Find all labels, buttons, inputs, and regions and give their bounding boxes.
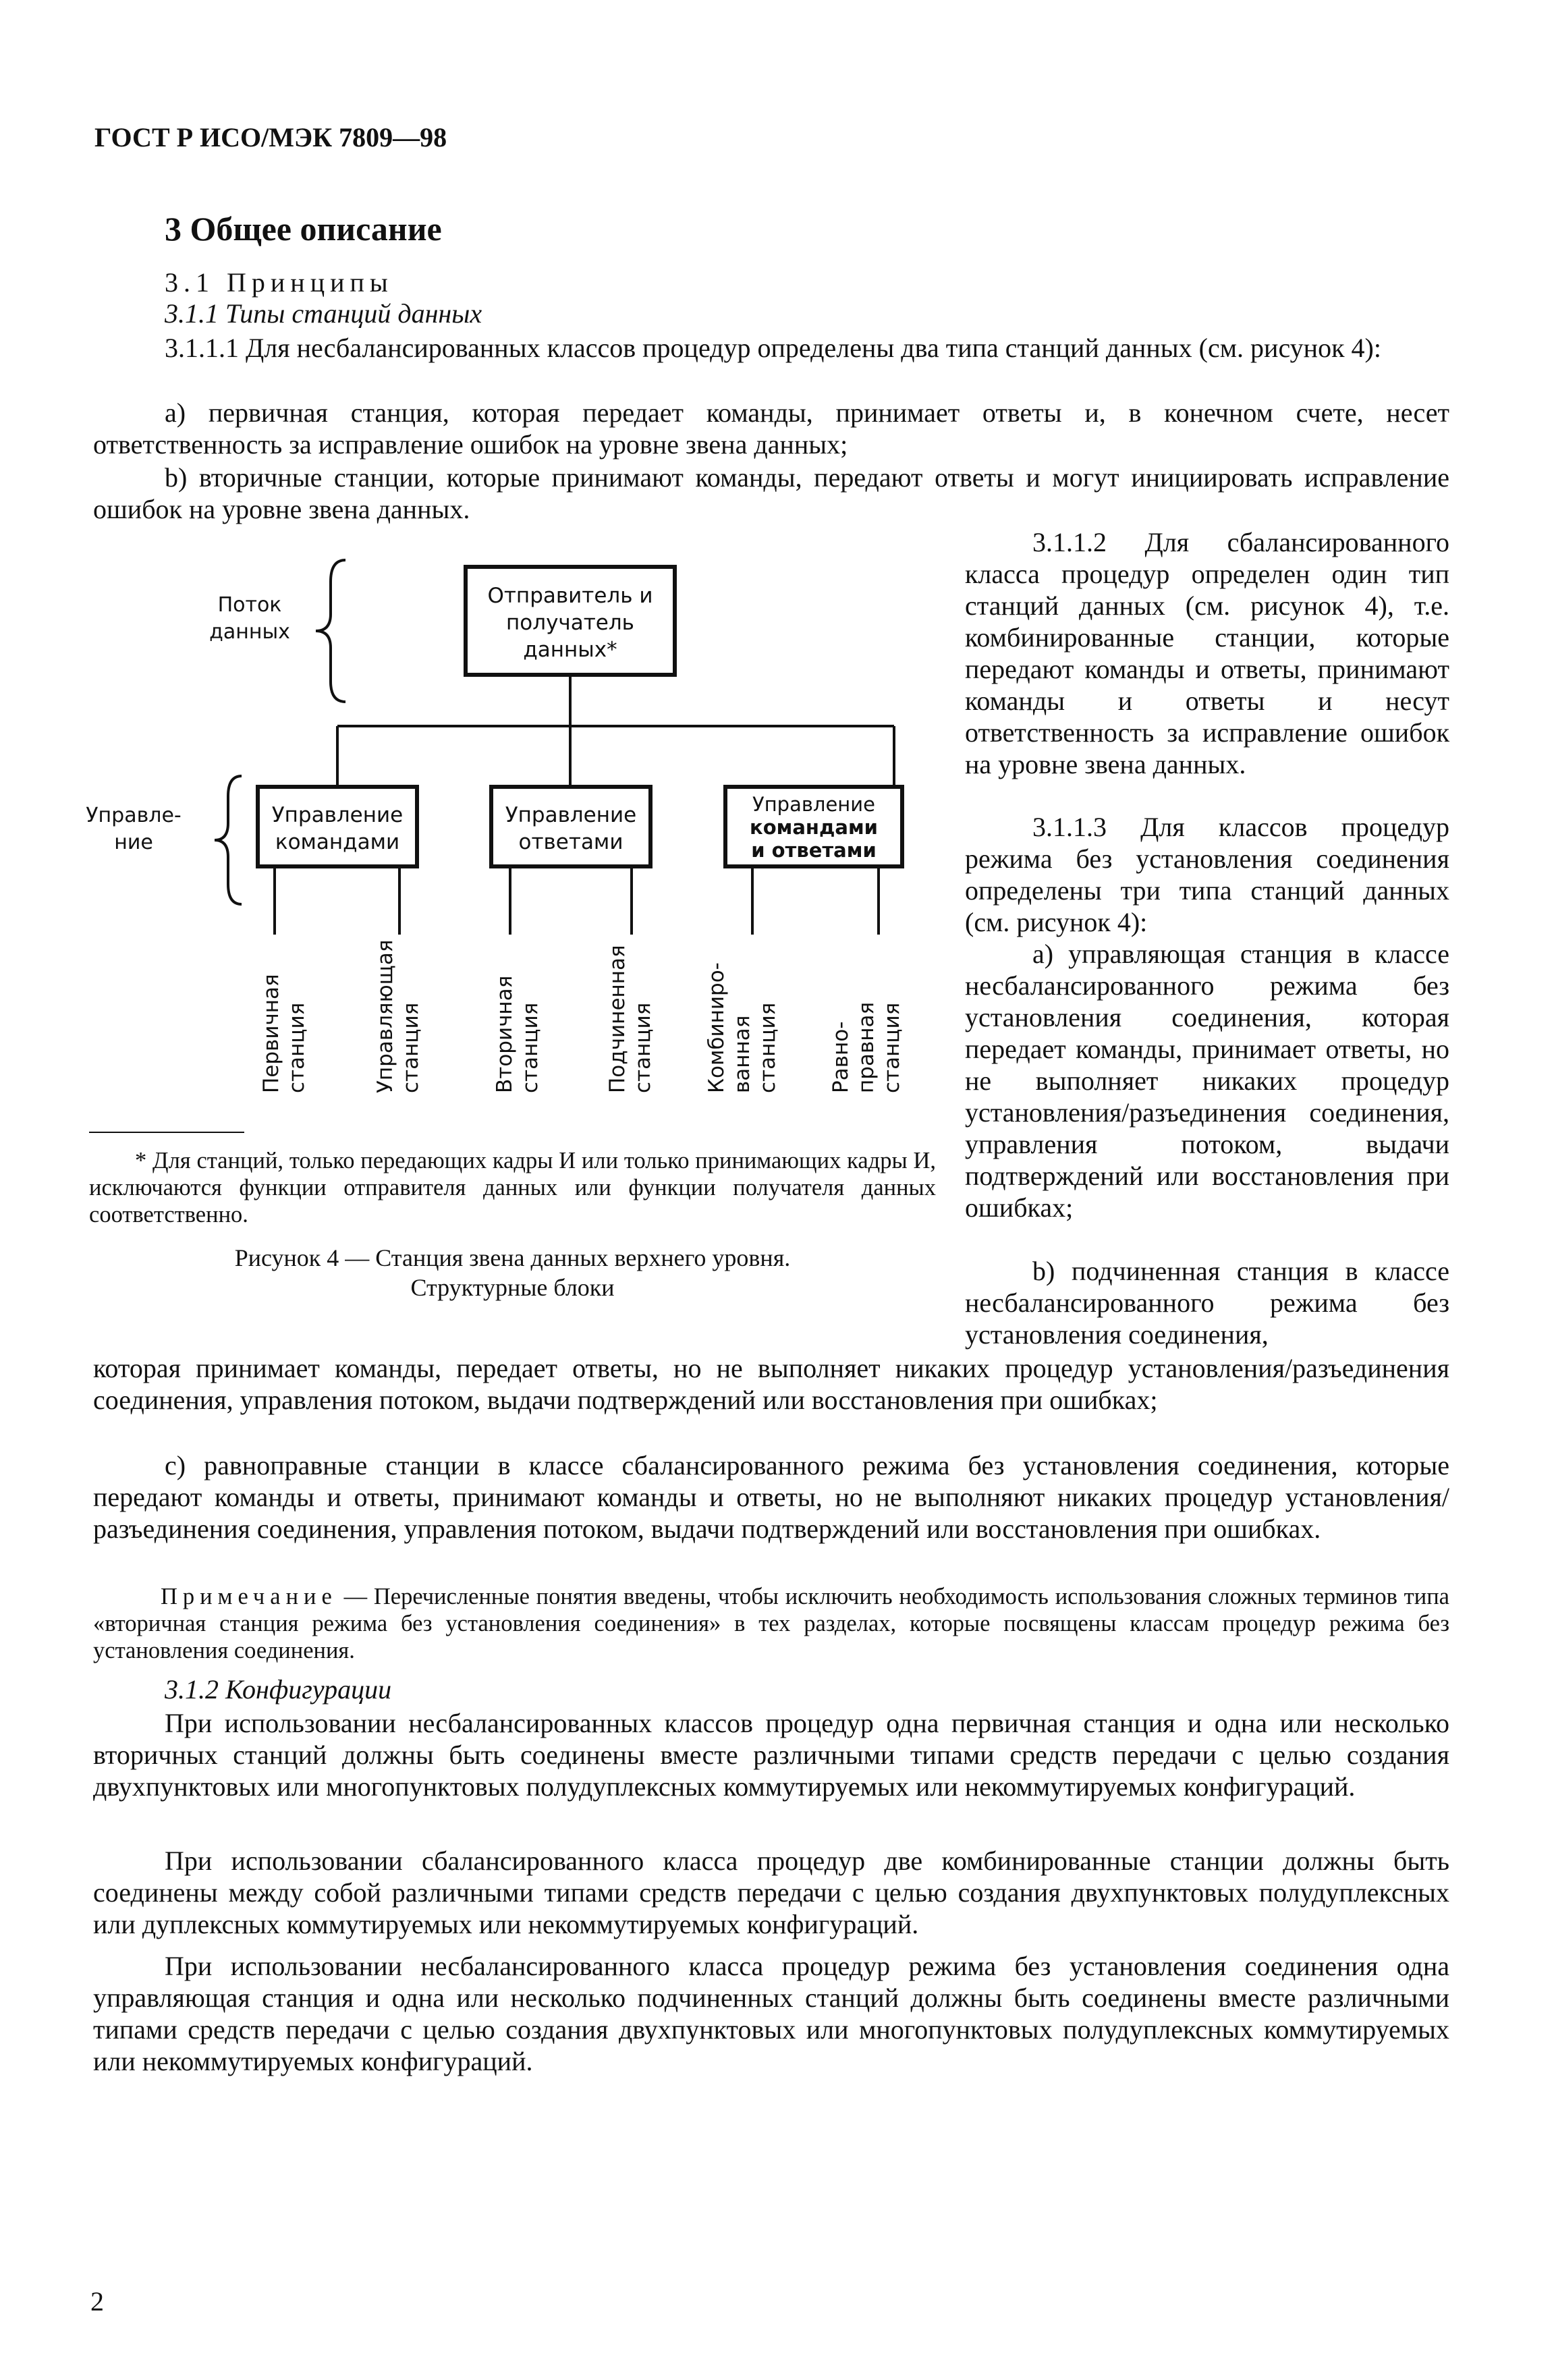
svg-text:правная: правная (854, 1001, 879, 1093)
control-label-line-1: Управле- (86, 804, 182, 827)
svg-text:станция: станция (399, 1002, 423, 1093)
box1-line-2: командами (275, 830, 400, 854)
subsection-3-1-2 (165, 1673, 391, 1705)
box1-line-1: Управление (271, 803, 404, 827)
top-box-line-2: получатель (506, 611, 634, 635)
box3-line-2: командами (750, 816, 878, 839)
page-number: 2 (90, 2286, 104, 2317)
station-subordinate (605, 945, 655, 1093)
flow-label-line-2: данных (209, 620, 290, 644)
station-secondary (493, 976, 543, 1093)
configuration-paragraph-1: При использовании несбалансированных классов процедур одна первичная станция и одна или несколько вторичных станций должны быть соединены вместе различными типами средств передачи с целью создания двухпунктовых или многопунктовых полудуплексных коммутируемых или некоммутируемых конфигураций. (93, 1708, 1449, 1802)
figure-4-diagram (74, 540, 951, 1127)
station-primary (259, 974, 309, 1093)
paragraph-3-1-1-3: 3.1.1.3 Для классов процедур режима без установления соединения определены три типа станций данных (см. рисунок 4): (965, 812, 1449, 937)
list-item-c-peer-stations: с) равноправные станции в классе сбалансированного режима без установления соединения, которые передают команды и ответы, принимают команды и ответы, но не выполняют никаких процедур установления/разъединения соединения, управления потоком, выдачи подтверждений или восстановления при ошибках. (93, 1450, 1449, 1544)
note (93, 1583, 1449, 1664)
box2-line-1: Управление (505, 803, 637, 827)
list-item-b-secondary: b) вторичные станции, которые принимают команды, передают ответы и могут инициировать исправление ошибок на уровне звена данных. (93, 462, 1449, 524)
paragraph-3-1-1-1: 3.1.1.1 Для несбалансированных классов процедур определены два типа станций данных (см. рисунок 4): (165, 333, 1381, 363)
svg-text:Первичная: Первичная (259, 974, 283, 1093)
flow-label-line-1: Поток (217, 593, 282, 617)
list-item-a-primary: а) первичная станция, которая передает команды, принимает ответы и, в конечном счете, несет ответственность за исправление ошибок на уровне звена данных; (93, 397, 1449, 460)
figure-footnote: * Для станций, только передающих кадры И или только принимающих кадры И, исключаются функции отправителя данных или функции получателя данных соответственно. (89, 1148, 936, 1227)
box3-line-3: и ответами (751, 839, 877, 862)
figure-caption-line-2: Структурные блоки (410, 1274, 615, 1301)
configuration-paragraph-2: При использовании сбалансированного класса процедур две комбинированные станции должны быть соединены между собой различными типами средств передачи с целью создания двухпунктовых полудуплексных или дуплексных коммутируемых или некоммутируемых конфигураций. (93, 1846, 1449, 1939)
note-label: Примечание (161, 1584, 337, 1609)
station-combined (704, 962, 780, 1093)
svg-text:станция: станция (631, 1002, 655, 1093)
box3-line-1: Управление (752, 793, 875, 816)
control-label-line-2: ние (114, 831, 153, 854)
station-peer (829, 1002, 904, 1093)
document-header: ГОСТ Р ИСО/МЭК 7809—98 (94, 122, 447, 153)
subsection-3-1: 3.1 Принципы (165, 267, 393, 298)
subsection-3-1-2-title: 3.1.2 Конфигурации (165, 1674, 392, 1705)
top-box-line-3: данных* (523, 638, 617, 662)
svg-text:ванная: ванная (730, 1015, 754, 1093)
box2-line-2: ответами (518, 830, 623, 854)
section-title: 3 Общее описание (165, 210, 442, 248)
station-control (373, 939, 423, 1093)
svg-text:Управляющая: Управляющая (373, 939, 397, 1093)
data-flow-brace (316, 560, 345, 702)
note-text: — Перечисленные понятия введены, чтобы исключить необходимость использования сложных терминов типа «вторичная станция режима без установления соединения» в тех разделах, которые посвящены классам процедур режима без установления соединения. (93, 1584, 1449, 1663)
svg-text:станция: станция (518, 1002, 543, 1093)
svg-text:Комбиниро-: Комбиниро- (704, 962, 729, 1093)
control-brace (215, 776, 242, 904)
svg-text:Вторичная: Вторичная (493, 975, 517, 1093)
footnote-rule (89, 1132, 244, 1133)
top-box-line-1: Отправитель и (487, 584, 653, 608)
configuration-paragraph-3: При использовании несбалансированного класса процедур режима без установления соединения одна управляющая станция и одна или несколько подчиненных станций должны быть соединены вместе различными типами средств передачи с целью создания двухпунктовых или многопунктовых полудуплексных коммутируемых или некоммутируемых конфигураций. (93, 1951, 1449, 2076)
svg-text:Равно-: Равно- (829, 1021, 853, 1093)
svg-text:Подчиненная: Подчиненная (605, 945, 630, 1093)
paragraph-3-1-1-2: 3.1.1.2 Для сбалансированного класса процедур определен один тип станций данных (см. рисунок 4), т.е. комбинированные станции, которые передают команды и ответы, принимают команды и ответы и несут ответственность за исправление ошибок на уровне звена данных. (965, 527, 1449, 779)
list-item-a-control-station: а) управляющая станция в классе несбалансированного режима без установления соединения, которая передает команды, принимает ответы, но не выполняет никаких процедур установления/разъединения соединения, управления потоком, выдачи подтверждений или восстановления при ошибках; (965, 939, 1449, 1223)
svg-text:станция: станция (756, 1002, 780, 1093)
svg-text:станция: станция (880, 1002, 904, 1093)
list-item-b-subordinate-start: b) подчиненная станция в классе несбалансированного режима без установления соединения, (965, 1256, 1449, 1350)
figure-caption-line-1: Рисунок 4 — Станция звена данных верхнего уровня. (234, 1244, 791, 1271)
subsection-3-1-1: 3.1.1 Типы станций данных (165, 298, 482, 329)
list-item-b-subordinate-continuation: которая принимает команды, передает ответы, но не выполняет никаких процедур установления/разъединения соединения, управления потоком, выдачи подтверждений или восстановления при ошибках; (93, 1353, 1449, 1415)
svg-text:станция: станция (285, 1002, 309, 1093)
